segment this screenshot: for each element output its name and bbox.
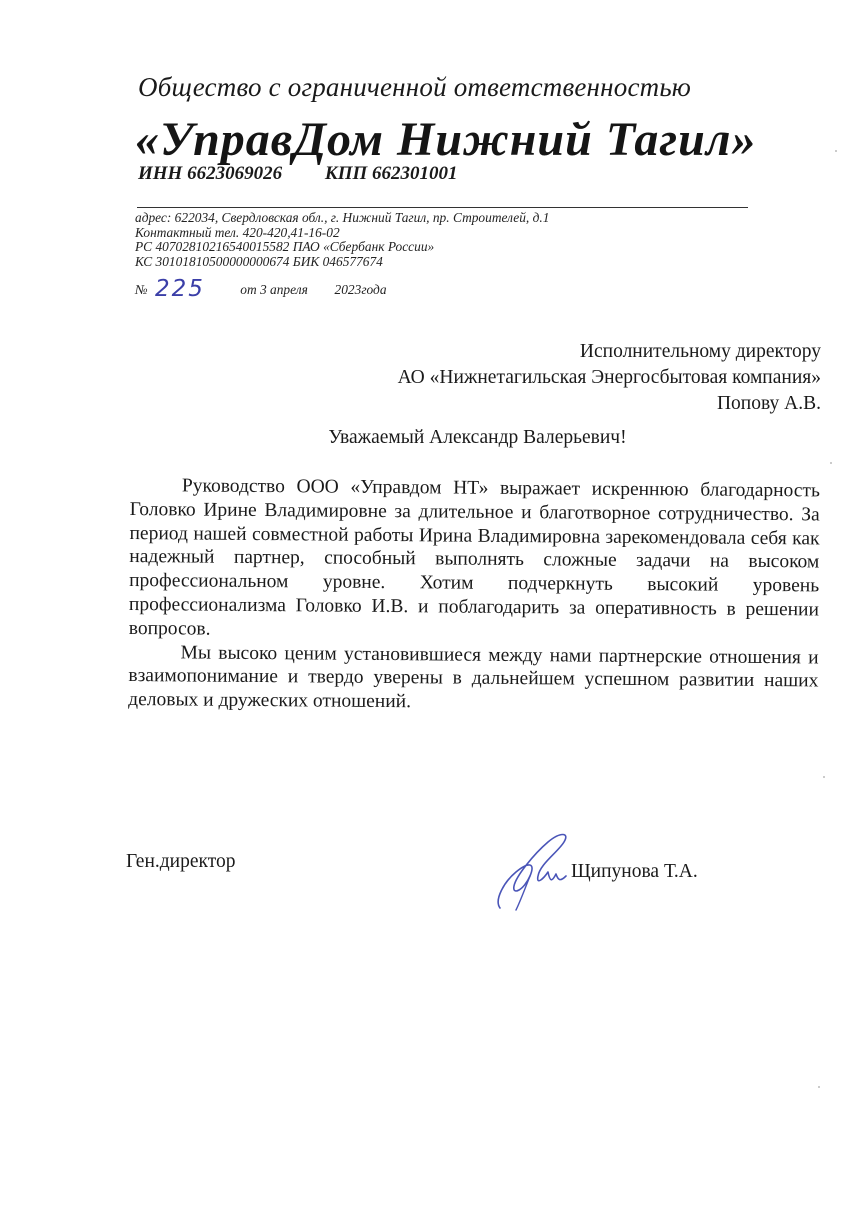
signatory-title: Ген.директор	[126, 851, 236, 872]
requisite-address: адрес: 622034, Свердловская обл., г. Нижний Тагил, пр. Строителей, д.1	[135, 210, 550, 225]
handwritten-signature	[490, 826, 580, 916]
salutation-text: Уважаемый Александр Валерьевич!	[328, 427, 627, 448]
letterhead-org-name: «УправДом Нижний Тагил»	[135, 113, 757, 166]
body-paragraph-2: Мы высоко ценим установившиеся между нами партнерские отношения и взаимопонимание и твердо уверены в дальнейшем успешном развитии наших деловых и дружеских отношений.	[128, 641, 819, 713]
addressee-block	[398, 339, 821, 417]
outgoing-reference	[135, 276, 387, 302]
letterhead-org-type: Общество с ограниченной ответственностью	[138, 72, 692, 102]
scan-speck	[835, 150, 837, 152]
requisites-block	[135, 211, 549, 269]
salutation	[0, 427, 867, 449]
date-prefix: от	[240, 282, 257, 297]
handwritten-number: 225	[155, 276, 205, 302]
requisite-phone: Контактный тел. 420-420,41-16-02	[135, 224, 340, 240]
addressee-company: АО «Нижнетагильская Энергосбытовая компания»	[397, 367, 821, 388]
signatory-name: Щипунова Т.А.	[571, 861, 698, 882]
scan-speck	[818, 1086, 820, 1088]
addressee-position: Исполнительному директору	[579, 341, 821, 362]
requisite-account: РС 40702810216540015582 ПАО «Сбербанк России»	[135, 239, 435, 255]
letter-body	[128, 474, 820, 717]
inn-label: ИНН 6623069026	[138, 163, 283, 184]
letterhead-tax-ids	[138, 163, 458, 185]
scan-speck	[830, 462, 832, 464]
letterhead-divider	[137, 207, 748, 208]
requisite-corr-account: КС 30101810500000000674 БИК 046577674	[135, 253, 383, 269]
date-day: 3 апреля	[260, 282, 308, 297]
number-prefix: №	[135, 282, 148, 297]
scan-speck	[823, 776, 825, 778]
addressee-name: Попову А.В.	[716, 393, 821, 414]
body-paragraph-1: Руководство ООО «Управдом НТ» выражает искреннюю благодарность Головко Ирине Владимировне за длительное и благотворное сотрудничество. За период нашей совместной работы Ирина Владимировна зарекомендовала себя как надежный партнер, способный выполнять сложные задачи на высоком профессиональном уровне. Хотим подчеркнуть высокий уровень профессионализма Головко И.В. и поблагодарить за оперативность в решении вопросов.	[128, 475, 820, 640]
kpp-label: КПП 662301001	[324, 163, 458, 184]
date-year: 2023года	[334, 282, 387, 297]
